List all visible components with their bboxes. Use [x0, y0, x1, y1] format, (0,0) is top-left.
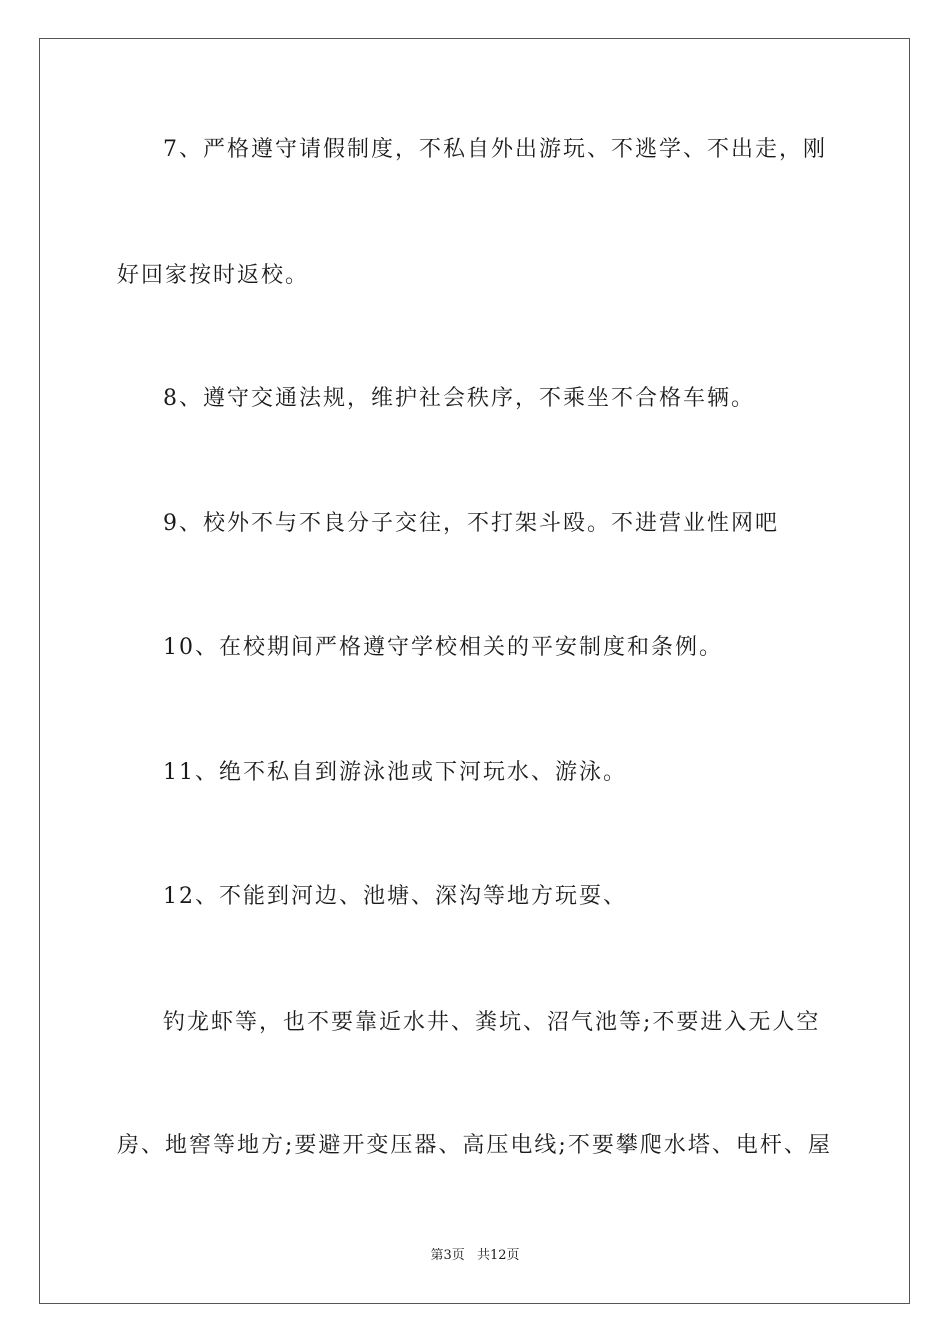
paragraph-line-7: 7、严格遵守请假制度，不私自外出游玩、不逃学、不出走，刚	[163, 137, 827, 162]
paragraph-line-7-cont: 好回家按时返校。	[117, 263, 310, 288]
page-frame	[39, 38, 910, 1304]
paragraph-line-8: 8、遵守交通法规，维护社会秩序，不乘坐不合格车辆。	[163, 386, 755, 411]
paragraph-line-12-cont-1: 钓龙虾等，也不要靠近水井、粪坑、沼气池等;不要进入无人空	[163, 1010, 821, 1035]
page-footer	[0, 1247, 950, 1265]
paragraph-line-11: 11、绝不私自到游泳池或下河玩水、游泳。	[163, 760, 627, 785]
paragraph-line-12: 12、不能到河边、池塘、深沟等地方玩耍、	[163, 884, 627, 909]
paragraph-line-12-cont-2: 房、地窖等地方;要避开变压器、高压电线;不要攀爬水塔、电杆、屋	[117, 1133, 832, 1158]
page-number: 第3页	[430, 1248, 465, 1263]
page-total: 共12页	[476, 1248, 520, 1263]
paragraph-line-9: 9、校外不与不良分子交往，不打架斗殴。不进营业性网吧	[163, 511, 779, 536]
paragraph-line-10: 10、在校期间严格遵守学校相关的平安制度和条例。	[163, 635, 723, 660]
